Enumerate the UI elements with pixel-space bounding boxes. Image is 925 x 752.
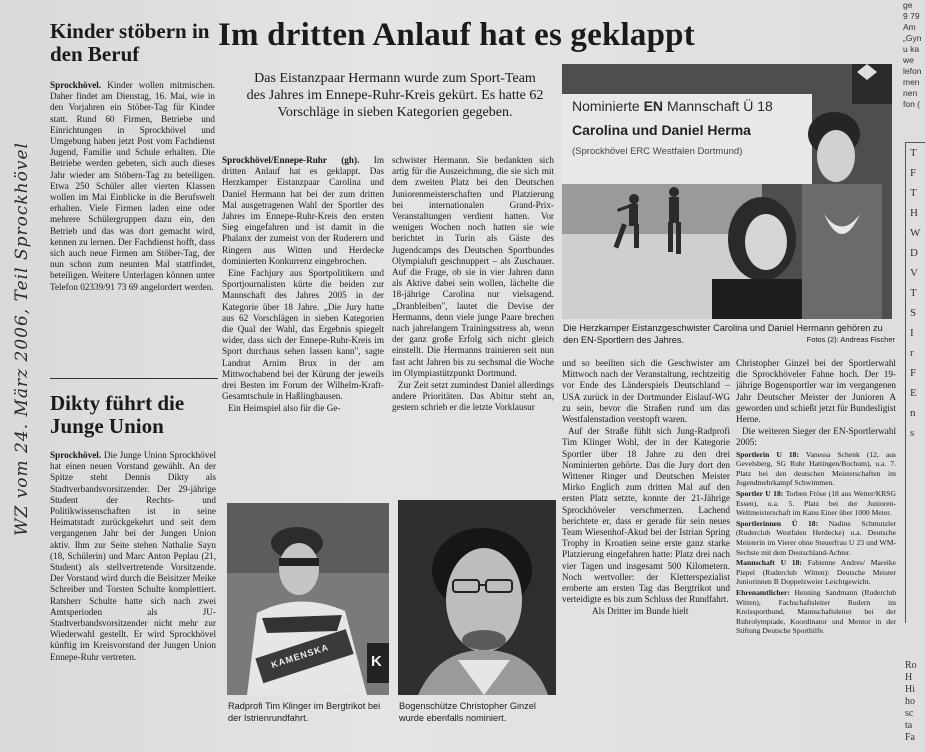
article2-location: Sprockhövel. (50, 450, 102, 460)
fragment: T (910, 287, 917, 299)
winner-label: Ehrenamtlicher: (736, 587, 790, 597)
banner-sub: (Sprockhövel ERC Westfalen Dortmund) (572, 146, 743, 157)
banner-text-a: Nominierte (572, 98, 640, 114)
fragment: E (910, 387, 917, 399)
banner-text-c: Mannschaft Ü 18 (666, 98, 773, 114)
article1-text: Kinder wollen mitmischen. Daher findet am Dienstag, 16. Mai, wie in den Vorjahren ein Stöber-Tag für Kinder statt. Rund 60 Firmen, Betriebe und Einrichtungen in Sprockhövel und Umgebung haben jetzt Post vom Fachdienst Jugend, Familie und Schule erhalten. Die Betriebe werden gebeten, sich auch dieses Jahr wieder am Stöbern-Tag zu beteiligen. Etwa 250 Schüler aller vierten Klassen wollen im Mai Einblicke in die Berufswelt erhalten. Viele Firmen laden eine oder mehrere Schülergruppen dazu ein, den Betrieb und das was dort gemacht wird, kennen zu lernen. Der Fachdienst hofft, dass sich auch neue Firmen am Stöber-Tag, der nun schon zum neunten Mal stattfindet, beteiligen. Weitere Unterlagen können unter Telefon 02339/91 73 69 angelordert werden. (50, 80, 215, 292)
article1-headline: Kinder stöbern in den Beruf (50, 19, 210, 66)
main-col1-p2: Eine Fachjury aus Sportpolitikern und Sportjournalisten kürte die beiden zur Mannschaft des Jahres 2005 in der Kategorie über 18 Jahre. „Die Jury hatte aus 62 Vorschlägen in sieben Kategorien die Qual der Wahl, das Ergebnis spiegelt wider, dass sich der Ennepe-Ruhr-Kreis im Sport durchaus sehen lassen kann", sagte Landrat Arnim Brux in der am Mittwochabend bei der Kürung der jeweils drei Besten im Forum der Wilhelm-Kraft-Gesamtschule in Haßlinghausen. (222, 268, 384, 402)
banner-title (572, 98, 773, 114)
winner-text: Vanessa Schenk (12, aus Gevelsberg, SG Ruhr Hattingen/Bochum), u.a. 7. Platz bei den deutschen Meisterschaften im Jugendmehrkampf Schwimmen. (736, 449, 896, 488)
fragment: H (910, 207, 918, 219)
fragment: r (910, 347, 914, 359)
main-col1-p1: Im dritten Anlauf hat es geklappt. Das Herzkamper Eistanzpaar Carolina und Daniel Hermann hat bei der zum dritten Mal ausgetragenen Wahl der Sportler des Jahres im Ennepe-Ruhr-Kreis den ersten Sieg eingefahren und ist damit in die Phalanx der zumeist von der Ruderern und Ringern aus Witten und Herdecke dominierten Konkurrenz eingebrochen. (222, 155, 384, 266)
fragment: ta (905, 720, 913, 731)
fragment: n (910, 407, 916, 419)
fragment: T (910, 147, 917, 159)
ice-dancers-photo (562, 64, 892, 319)
winner-label: Sportler U 18: (736, 489, 784, 498)
cyclist-caption: Radprofi Tim Klinger im Bergtrikot bei der Istrienrundfahrt. (228, 701, 381, 723)
main-subhead: Das Eistanzpaar Hermann wurde zum Sport-Team des Jahres im Ennepe-Ruhr-Kreis gekürt. Es hatte 62 Vorschläge in sieben Kategorien gegeben. (246, 71, 544, 120)
cyclist-photo (227, 503, 389, 695)
banner-names: Carolina und Daniel Herma (572, 122, 751, 138)
bottom-right-fragments (905, 660, 925, 744)
fragment: sc (905, 708, 914, 719)
winner-label: Mannschaft U 18: (736, 558, 802, 568)
archer-photo-illustration (398, 500, 556, 695)
winner-text: Torben Fröse (18 aus Wetter/KRSG Essen), u.a. 5. Platz bei der Junioren-Weltmeisterschaft im Kanu Einer über 1000 Meter. (736, 489, 896, 518)
main-col2-p2: Zur Zeit setzt zumindest Daniel allerdings andere Prioritäten. Das Abitur steht an, gestern schrieb er die letzte Vorklausur (392, 380, 554, 413)
fragment: H (905, 672, 913, 683)
archer-photo (398, 500, 556, 695)
main-col3-p2: Auf der Straße fühlt sich Jung-Radprofi Tim Klinger Wohl, der in der Kategorie Sportler über 18 Jahre zu den drei Nominierten gehörte. Das die Jury dort den Wittener Ringer und Deutschen Meister Mirko Englich zum dritten Mal auf den ersten Platz setzte, konnte der 21-Jährige Sprockhöveler verschmerzen. Lachend berichtete er, dass er gerade für sein neues Team Wiesenhof-Akud bei der Istrian Spring Trophy in Kroatien seine erste ganz starke Platzierung eingefahren hatte: Platz drei nach vier Tagen und insgesamt 500 Kilometern. Noch wertvoller: der Kletterspezialist eroberte am ersten Tag das Bergtrikot und verteidigte es bis zum Schluss der Rundfahrt. (562, 426, 730, 605)
winner-item (736, 489, 896, 518)
jersey-text: KAMENSKA (269, 641, 331, 671)
banner-en: EN (643, 98, 664, 114)
fragment: S (910, 307, 917, 319)
main-col1-p3: Ein Heimspiel also für die Ge- (228, 403, 341, 414)
fragment: Fa (905, 732, 915, 743)
article2-text: Die Junge Union Sprockhövel hat einen neuen Vorstand gewählt. An der Spitze steht Dennis Dikty als Stadtverbandsvorsitzender. Der 29-jährige Student der Rechts- und Politikwissenschaften ist in seine Heimatstadt zurückgekehrt und seit dem vergangenen Jahr bei der Jungen Union aktiv. Ihm zur Seite stehen Nathalie Sayn (18, Schülerin) und Marc Anton Peplau (21, Student) als stellvertretende Vorsitzende. Der Vorstand wird durch die Beisitzer Meike Schreiber und Torsten Schulte komplettiert. Ratsherr Schulte hatte sich nach zwei Amtsperioden als JU-Stadtverbandsvorsitzender nicht mehr zur Wiederwahl gestellt. Er wird Sprockhövel künftig im Kreisvorstand der Jungen Union Ennepe-Ruhr vertreten. (50, 450, 216, 662)
fragment: Hi (905, 684, 915, 695)
winner-text: Fabienne Andres/ Mareike Piepel (Ruderclub Witten): Deutsche Meister Juniorinnen B Doppelzweier Leichtgewicht. (736, 558, 896, 587)
winner-item (736, 588, 896, 636)
fragment: W (910, 227, 921, 239)
main-column-2 (392, 155, 554, 475)
archer-caption: Bogenschütze Christopher Ginzel wurde ebenfalls nominiert. (399, 701, 536, 723)
winner-item (736, 450, 896, 488)
main-location: Sprockhövel/Ennepe-Ruhr (gh). (222, 155, 360, 165)
main-headline: Im dritten Anlauf hat es geklappt (218, 17, 695, 53)
main-column-3 (562, 358, 730, 733)
right-edge-fragments: ge 9 79 Am „Gyn u ka we lefon men nen fon ( (903, 0, 922, 109)
divider (50, 378, 218, 379)
photo-credit: Fotos (2): Andreas Fischer (806, 335, 895, 344)
main-col4-p2: Die weiteren Sieger der EN-Sportlerwahl 2005: (736, 426, 896, 448)
jersey-side-letter: K (371, 653, 382, 670)
main-col2-p1: schwister Hermann. Sie bedankten sich artig für die Auszeichnung, die sie sich mit dem zweiten Platz bei den Deutschen Juniorenmeisterschaften und Platzierung bei internationalen Grand-Prix-Veranstaltungen verdient hatten. Vor wenigen Wochen noch hatten sie wie berichtet in Turin als Gäste des Jugendcamps des Deutschen Sportbundes Olympialuft geschnuppert – als Zuschauer. Auf die Frage, ob sie in vier Jahren dann als Aktive dabei sein wollen, lächelte die 18-jährige Carolina nur vielsagend. „Dranbleiben", lautet die Devise der Hermanns, denn viele junge Paare brechen nach jahrelangem Trainingsstress ab, wenn der ganz große Erfolg sich nicht gleich einstellt. Die Hermanns trainieren seit nun fast acht Jahren bis zu sechsmal die Woche im Olympiastützpunkt Dortmund. (392, 155, 554, 378)
fragment: s (910, 427, 915, 439)
main-column-1 (222, 155, 384, 465)
winner-text: Henning Sandmann (Ruderclub Witten), Fachschaftsleiter Rudern im Kreissportbund, Mannschaftsleiter bei der Ruhrolympiade, Koordinator und Mentor in der Stiftung Deutsche Sporthilfe. (736, 587, 896, 636)
fragment: F (910, 167, 917, 179)
main-column-4 (736, 358, 896, 733)
article1-location: Sprockhövel. (50, 80, 102, 90)
fragment: V (910, 267, 918, 279)
fragment: I (910, 327, 914, 339)
handwritten-note: WZ vom 24. März 2006, Teil Sprockhövel (12, 142, 32, 536)
ice-dancers-caption: Die Herzkamper Eistanzgeschwister Carolina und Daniel Hermann gehören zu den EN-Sportlern des Jahres. (563, 323, 883, 345)
main-col3-p3: Als Dritter im Bunde hielt (592, 606, 689, 617)
fragment: T (910, 187, 917, 199)
fragment: D (910, 247, 918, 259)
main-col3-p1: und so beeilten sich die Geschwister am Mittwoch nach der Veranstaltung, rechtzeitig vor Ende des Länderspiels Deutschland – USA zurück in der Dortmunder Eislauf-WG zu sein, bevor die Straßen rund um das Westfalenstadion verstopft waren. (562, 358, 730, 425)
cyclist-photo-illustration (227, 503, 389, 695)
article2-body (50, 450, 216, 730)
fragment: ho (905, 696, 915, 707)
main-col4-p1: Christopher Ginzel bei der Sportlerwahl die Sprockhöveler Fahne hoch. Der 19-jährige Bogensportler war im vergangenen Jahr Deutscher Meister der Junioren A geworden und schießt jetzt für Bundesligist Herne. (736, 358, 896, 425)
fragment: F (910, 367, 917, 379)
winners-list (736, 450, 896, 636)
winner-label: Sportlerinnen Ü 18: (736, 518, 819, 528)
fragment: Ro (905, 660, 917, 671)
article1-body (50, 80, 215, 374)
winner-item (736, 519, 896, 557)
right-box-fragments (905, 142, 925, 623)
winner-item (736, 558, 896, 587)
article2-headline: Dikty führt die Junge Union (50, 391, 185, 438)
winner-text: Nadine Schmutzler (Ruderclub Westfalen Herdecke) u.a. Deutsche Meisterin im Vierer ohne Steuerfrau U 23 und WM-Sechste mit dem Deutschland-Achter. (736, 518, 896, 557)
winner-label: Sportlerin U 18: (736, 449, 800, 459)
